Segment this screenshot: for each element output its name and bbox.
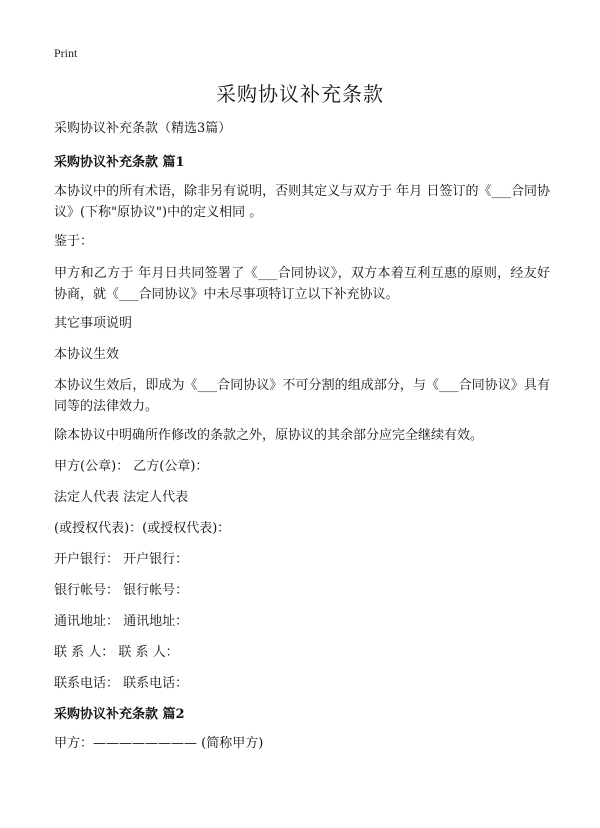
print-link[interactable]: Print [54,46,78,60]
signature-line: 开户银行： 开户银行： [54,552,189,567]
paragraph: 其它事项说明 [54,316,133,331]
signature-line: 法定人代表 法定人代表 [54,490,189,505]
paragraph: 甲方和乙方于 年月日共同签署了《___合同协议》，双方本着互利互惠的原则，经友好协商，就《___合同协议》中未尽事项特订立以下补充协议。 [54,266,550,302]
section-heading-1: 采购协议补充条款 篇1 [54,155,185,170]
paragraph: 本协议生效后，即成为《___合同协议》不可分割的组成部分，与《___合同协议》具有同等的法律效力。 [54,378,550,414]
signature-line: (或授权代表)：(或授权代表)： [54,521,231,536]
signature-line: 联 系 人： 联 系 人： [54,645,179,660]
document-title: 采购协议补充条款 [216,82,384,106]
paragraph: 除本协议中明确所作修改的条款之外，原协议的其余部分应完全继续有效。 [54,428,484,443]
paragraph: 本协议生效 [54,347,120,362]
section-heading-2: 采购协议补充条款 篇2 [54,707,185,722]
paragraph: 本协议中的所有术语，除非另有说明，否则其定义与双方于 年月 日签订的《___合同协议》(下称"原协议")中的定义相同 。 [54,184,550,220]
signature-line: 甲方(公章)： 乙方(公章)： [54,459,209,474]
signature-line: 通讯地址： 通讯地址： [54,614,189,629]
document-subtitle: 采购协议补充条款（精选3篇） [54,121,232,136]
signature-line: 银行帐号： 银行帐号： [54,583,189,598]
document-body [54,118,550,762]
paragraph: 甲方：———————— (简称甲方) [54,736,264,751]
paragraph: 鉴于： [54,234,94,249]
signature-line: 联系电话： 联系电话： [54,676,189,691]
